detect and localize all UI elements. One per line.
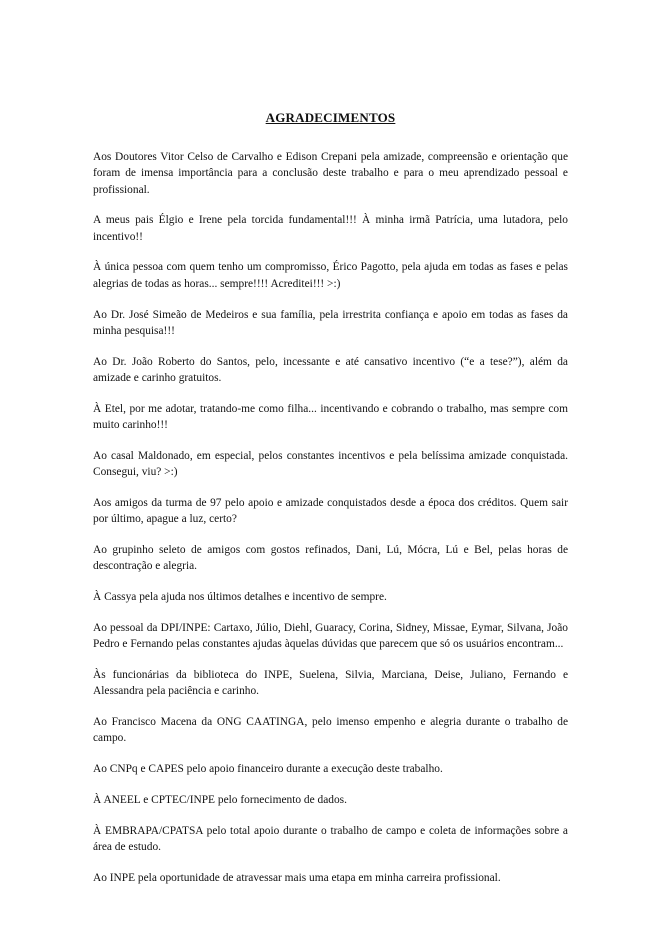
- paragraph: Às funcionárias da biblioteca do INPE, Suelena, Silvia, Marciana, Deise, Juliano, Fernando e Alessandra pela paciência e carinho.: [93, 669, 568, 698]
- paragraph: À EMBRAPA/CPATSA pelo total apoio durante o trabalho de campo e coleta de informações sobre a área de estudo.: [93, 824, 568, 854]
- paragraph: Ao Dr. José Simeão de Medeiros e sua família, pela irrestrita confiança e apoio em todas as fases da minha pesquisa!!!: [93, 308, 568, 337]
- paragraph: Aos amigos da turma de 97 pelo apoio e amizade conquistados desde a época dos créditos. Quem sair por último, apague a luz, certo?: [93, 496, 568, 526]
- paragraph: Ao grupinho seleto de amigos com gostos refinados, Dani, Lú, Mócra, Lú e Bel, pelas horas de descontração e alegria.: [93, 544, 568, 573]
- paragraph: À Etel, por me adotar, tratando-me como filha... incentivando e cobrando o trabalho, mas sempre com muito carinho!!!: [93, 402, 568, 432]
- paragraph: Aos Doutores Vitor Celso de Carvalho e Edison Crepani pela amizade, compreensão e orientação que foram de imensa importância para a conclusão deste trabalho e para o meu aprendizado pessoal e profissional.: [93, 151, 568, 196]
- paragraph: A meus pais Élgio e Irene pela torcida fundamental!!! À minha irmã Patrícia, uma lutadora, pelo incentivo!!: [93, 214, 568, 243]
- paragraph: Ao CNPq e CAPES pelo apoio financeiro durante a execução deste trabalho.: [93, 763, 443, 776]
- paragraph: À ANEEL e CPTEC/INPE pelo fornecimento de dados.: [93, 794, 347, 807]
- paragraph: À Cassya pela ajuda nos últimos detalhes e incentivo de sempre.: [93, 591, 387, 604]
- acknowledgements-body: [93, 149, 568, 901]
- paragraph: Ao Francisco Macena da ONG CAATINGA, pelo imenso empenho e alegria durante o trabalho de campo.: [93, 716, 568, 745]
- paragraph: Ao Dr. João Roberto do Santos, pelo, incessante e até cansativo incentivo (“e a tese?”), além da amizade e carinho gratuitos.: [93, 355, 568, 384]
- page-title: AGRADECIMENTOS: [265, 110, 396, 125]
- paragraph: Ao INPE pela oportunidade de atravessar mais uma etapa em minha carreira profissional.: [93, 871, 501, 884]
- paragraph: À única pessoa com quem tenho um compromisso, Érico Pagotto, pela ajuda em todas as fases e pelas alegrias de todas as horas... sempre!!!! Acreditei!!! >:): [93, 261, 568, 290]
- paragraph: Ao casal Maldonado, em especial, pelos constantes incentivos e pela belíssima amizade conquistada. Consegui, viu? >:): [93, 449, 568, 479]
- paragraph: Ao pessoal da DPI/INPE: Cartaxo, Júlio, Diehl, Guaracy, Corina, Sidney, Missae, Eymar, Silvana, João Pedro e Fernando pelas constantes ajudas àquelas dúvidas que parecem que só os usuários encontram...: [93, 621, 568, 651]
